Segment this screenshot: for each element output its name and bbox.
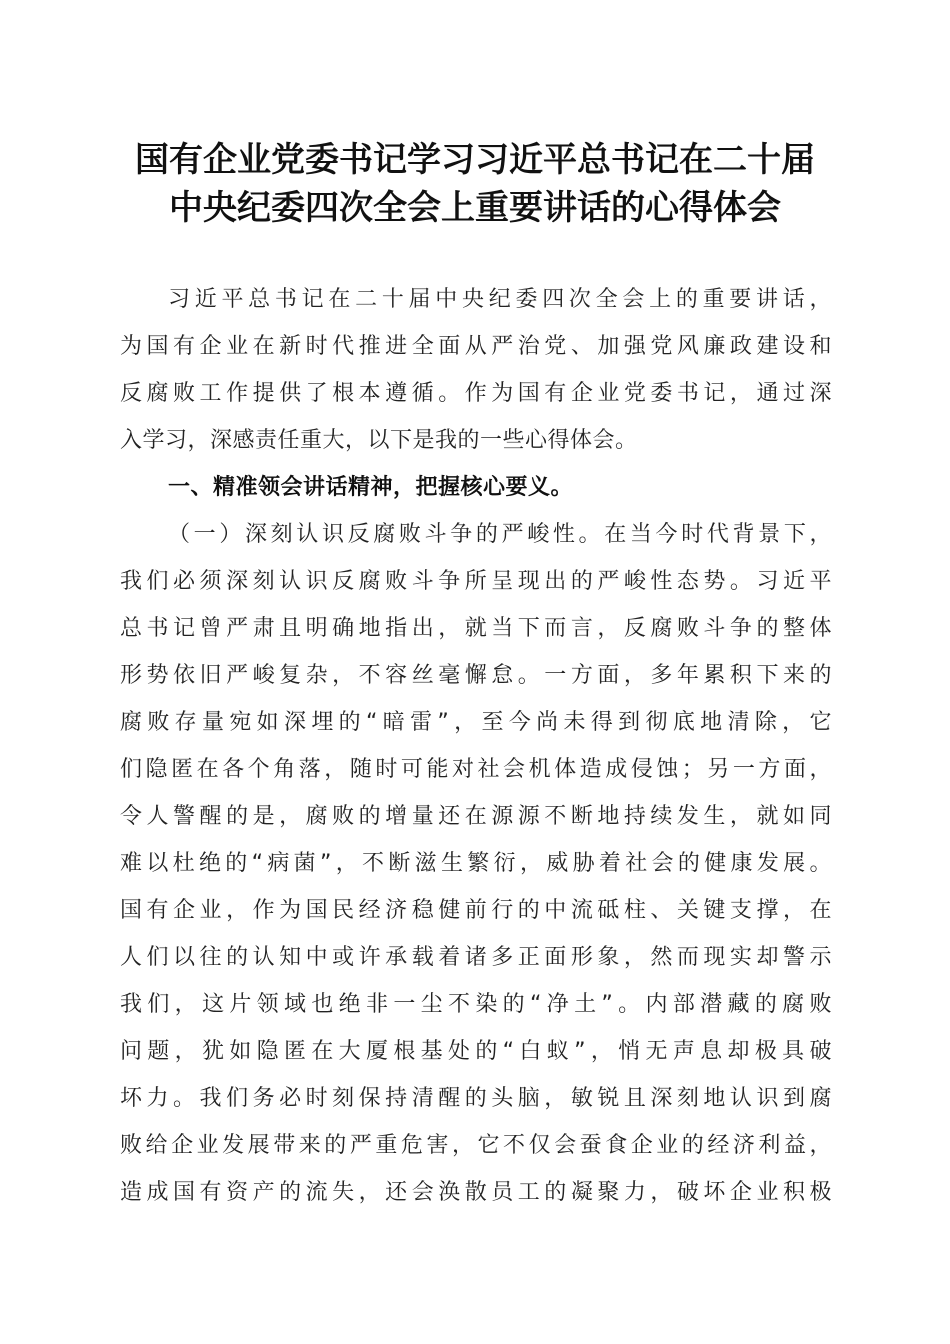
intro-line: 习近平总书记在二十届中央纪委四次全会上的重要讲话，: [168, 287, 832, 312]
body-line: 败给企业发展带来的严重危害，它不仅会蚕食企业的经济利益，: [120, 1133, 832, 1158]
intro-line: 为国有企业在新时代推进全面从严治党、加强党风廉政建设和: [120, 334, 832, 359]
body-line: 我们必须深刻认识反腐败斗争所呈现出的严峻性态势。习近平: [120, 569, 832, 594]
document-title: [0, 136, 950, 232]
body-line: 们隐匿在各个角落，随时可能对社会机体造成侵蚀；另一方面，: [120, 757, 832, 782]
body-line: 总书记曾严肃且明确地指出，就当下而言，反腐败斗争的整体: [120, 616, 832, 641]
body-line: 难以杜绝的“病菌”，不断滋生繁衍，威胁着社会的健康发展。: [120, 851, 832, 876]
body-line: 国有企业，作为国民经济稳健前行的中流砥柱、关键支撑，在: [120, 898, 832, 923]
body-line: 造成国有资产的流失，还会涣散员工的凝聚力，破坏企业积极: [120, 1180, 832, 1205]
body-line: （一）深刻认识反腐败斗争的严峻性。在当今时代背景下，: [168, 522, 832, 547]
body-line: 令人警醒的是，腐败的增量还在源源不断地持续发生，就如同: [120, 804, 832, 829]
body-line: 人们以往的认知中或许承载着诸多正面形象，然而现实却警示: [120, 945, 832, 970]
body-line: 腐败存量宛如深埋的“暗雷”，至今尚未得到彻底地清除，它: [120, 710, 832, 735]
section-heading: 一、精准领会讲话精神，把握核心要义。: [168, 475, 574, 500]
title-line-1: 国有企业党委书记学习习近平总书记在二十届: [135, 140, 815, 180]
body-line: 形势依旧严峻复杂，不容丝毫懈怠。一方面，多年累积下来的: [120, 663, 832, 688]
body-line: 坏力。我们务必时刻保持清醒的头脑，敏锐且深刻地认识到腐: [120, 1086, 832, 1111]
intro-line: 入学习，深感责任重大，以下是我的一些心得体会。: [120, 428, 638, 453]
body-line: 我们，这片领域也绝非一尘不染的“净土”。内部潜藏的腐败: [120, 992, 832, 1017]
body-line: 问题，犹如隐匿在大厦根基处的“白蚁”，悄无声息却极具破: [120, 1039, 832, 1064]
title-line-2: 中央纪委四次全会上重要讲话的心得体会: [169, 188, 781, 228]
intro-line: 反腐败工作提供了根本遵循。作为国有企业党委书记，通过深: [120, 381, 832, 406]
document-body: [120, 276, 832, 1216]
